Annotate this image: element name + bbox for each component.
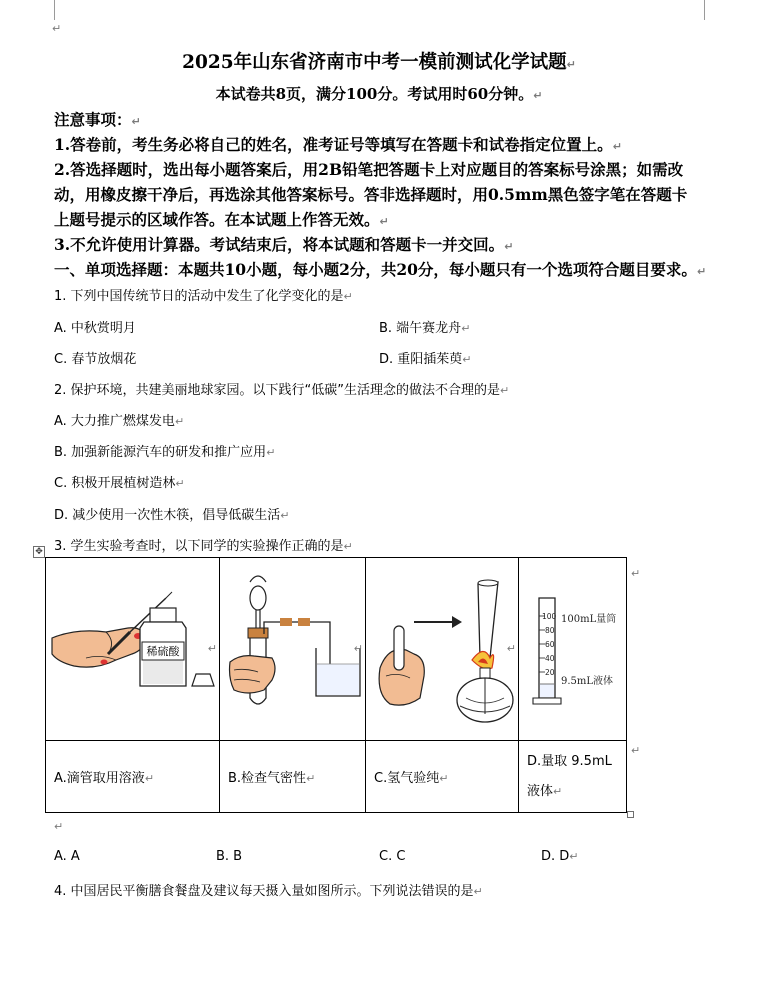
- tick-20: 20: [545, 668, 555, 677]
- row-end-mark-2: ↵: [631, 744, 641, 757]
- crop-mark-left: [54, 0, 55, 20]
- q3-stem: 3. 学生实验考查时，以下同学的实验操作正确的是↵: [54, 539, 353, 554]
- q2-stem: 2. 保护环境，共建美丽地球家园。以下践行“低碳”生活理念的做法不合理的是↵: [54, 383, 510, 398]
- q2-option-b: B. 加强新能源汽车的研发和推广应用↵: [54, 445, 276, 460]
- notice-heading: 注意事项：↵: [54, 110, 141, 129]
- row-end-mark-1: ↵: [631, 567, 641, 580]
- caption-d: D.量取 9.5mL 液体↵: [519, 741, 627, 813]
- q3-option-b: B. B: [216, 849, 243, 864]
- notice-line-2b: 动，用橡皮擦干净后，再选涂其他答案标号。答非选择题时，用0.5mm黑色签字笔在答题卡: [54, 185, 688, 204]
- section-heading-1: 一、单项选择题：本题共10小题，每小题2分，共20分，每小题只有一个选项符合题目要求。↵: [54, 260, 707, 279]
- exam-subtitle: 本试卷共8页，满分100分。考试用时60分钟。↵: [215, 85, 543, 103]
- q3-option-c: C. C: [379, 849, 406, 864]
- q3-option-d: D. D↵: [541, 849, 579, 864]
- caption-b: B.检查气密性↵: [220, 741, 366, 813]
- tick-100: 100: [542, 612, 557, 621]
- tick-60: 60: [545, 640, 555, 649]
- q1-option-b: B. 端午赛龙舟↵: [379, 321, 471, 336]
- table-resize-handle[interactable]: [627, 811, 634, 818]
- q2-option-a: A. 大力推广燃煤发电↵: [54, 414, 185, 429]
- fig-a-bottle-label: 稀硫酸: [146, 645, 180, 658]
- dropper-figure: [46, 558, 219, 736]
- crop-mark-right: [704, 0, 705, 20]
- airtightness-figure: [220, 558, 365, 736]
- table-move-handle[interactable]: ✥: [33, 546, 45, 558]
- q3-option-a: A. A: [54, 849, 80, 864]
- q2-option-d: D. 减少使用一次性木筷，倡导低碳生活↵: [54, 508, 290, 523]
- notice-line-2c: 上题号提示的区域作答。在本试题上作答无效。↵: [54, 210, 389, 229]
- fig-d-label-top: 100mL量筒: [561, 614, 617, 625]
- q2-option-c: C. 积极开展植树造林↵: [54, 476, 185, 491]
- caption-c: C.氢气验纯↵: [366, 741, 519, 813]
- notice-line-3: 3.不允许使用计算器。考试结束后，将本试题和答题卡一并交回。↵: [54, 235, 514, 254]
- notice-line-2a: 2.答选择题时，选出每小题答案后，用2B铅笔把答题卡上对应题目的答案标号涂黑；如需改: [54, 160, 684, 179]
- hydrogen-test-figure: [366, 558, 518, 736]
- figure-cell-b: ↵: [220, 558, 366, 741]
- tick-40: 40: [545, 654, 555, 663]
- fig-d-label-bottom: 9.5mL液体: [561, 676, 614, 687]
- exam-title: 2025年山东省济南市中考一模前测试化学试题↵: [182, 52, 576, 73]
- figure-cell-c: ↵: [366, 558, 519, 741]
- q1-stem: 1. 下列中国传统节日的活动中发生了化学变化的是↵: [54, 289, 353, 304]
- q1-option-c: C. 春节放烟花: [54, 352, 137, 367]
- q1-option-d: D. 重阳插茱萸↵: [379, 352, 472, 367]
- cylinder-figure: [519, 558, 626, 736]
- q4-stem: 4. 中国居民平衡膳食餐盘及建议每天摄入量如图所示。下列说法错误的是↵: [54, 884, 483, 899]
- experiment-table: [45, 557, 627, 813]
- paragraph-mark: ↵: [52, 22, 62, 35]
- tick-80: 80: [545, 626, 555, 635]
- notice-line-1: 1.答卷前，考生务必将自己的姓名，准考证号等填写在答题卡和试卷指定位置上。↵: [54, 135, 622, 154]
- figure-cell-d: [519, 558, 627, 741]
- figure-cell-a: 稀硫酸 ↵: [46, 558, 220, 741]
- paragraph-mark-after-table: ↵: [54, 820, 64, 833]
- q1-option-a: A. 中秋赏明月: [54, 321, 136, 336]
- caption-a: A.滴管取用溶液↵: [46, 741, 220, 813]
